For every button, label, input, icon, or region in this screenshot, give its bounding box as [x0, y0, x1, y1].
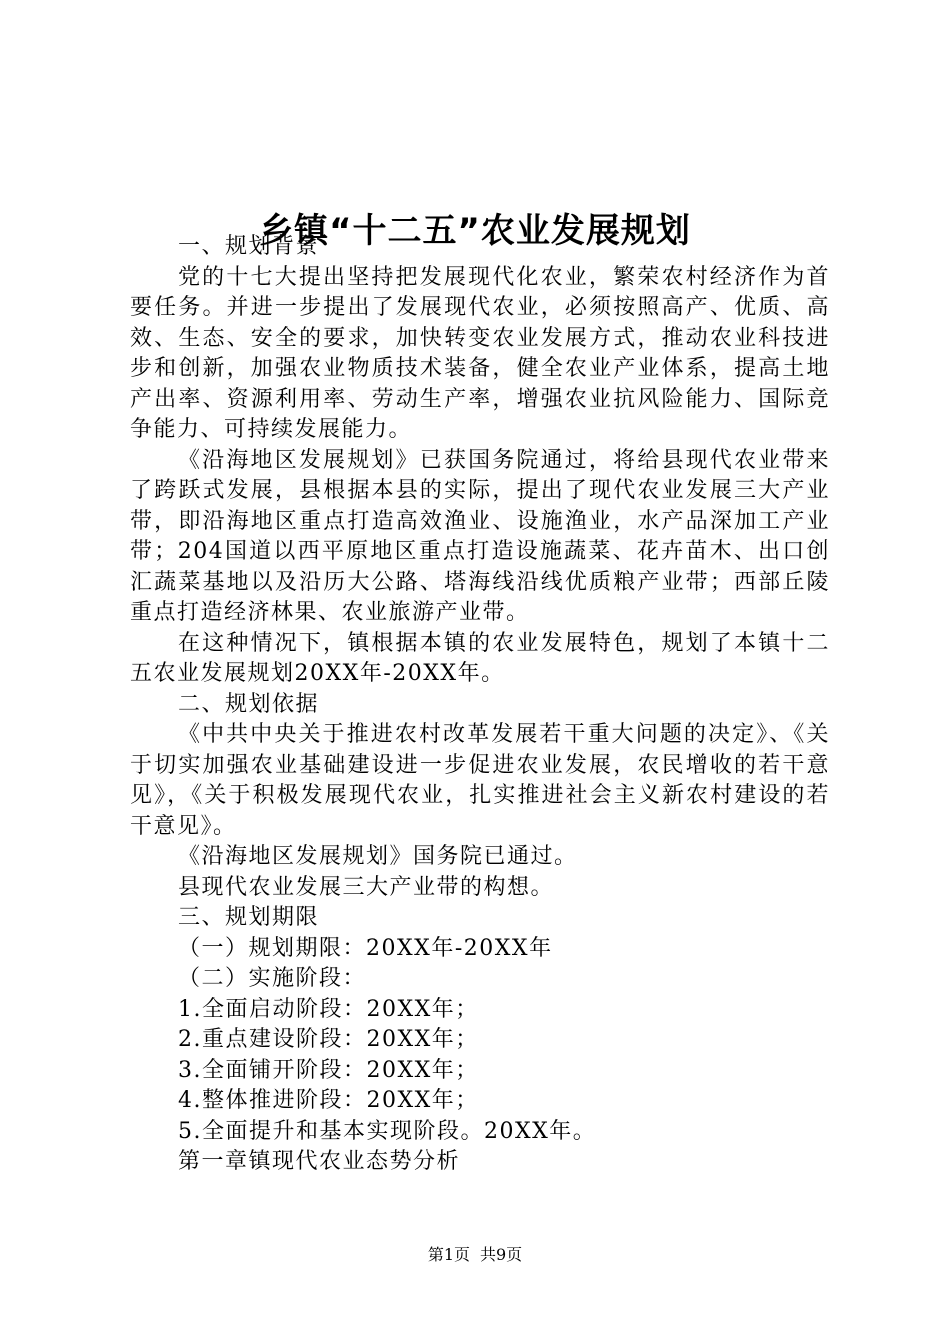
document-body — [130, 232, 830, 1178]
list-item-implementation-stages: （二）实施阶段： — [178, 966, 367, 991]
stage-item-5: 5.全面提升和基本实现阶段。20XX年。 — [178, 1118, 597, 1144]
chapter-heading-1: 第一章镇现代农业态势分析 — [178, 1149, 461, 1174]
paragraph-background: 党的十七大提出坚持把发展现代化农业，繁荣农村经济作为首要任务。并进一步提出了发展现代农业，必须按照高产、优质、高效、生态、安全的要求，加快转变农业发展方式，推动农业科技进步和创新，加强农业物质技术装备，健全农业产业体系，提高土地产出率、资源利用率、劳动生产率，增强农业抗风险能力、国际竞争能力、可持续发展能力。 — [130, 264, 830, 442]
stage-item-4: 4.整体推进阶段：20XX年； — [178, 1088, 479, 1113]
paragraph-industry-belts: 县现代农业发展三大产业带的构想。 — [178, 874, 555, 900]
paragraph-state-council: 《沿海地区发展规划》国务院已通过。 — [178, 844, 578, 869]
list-item-plan-period: （一）规划期限：20XX年-20XX年 — [178, 935, 553, 961]
page-number: 第1页 — [427, 1245, 470, 1264]
stage-item-2: 2.重点建设阶段：20XX年； — [178, 1027, 479, 1052]
section-heading-background: 一、规划背景 — [178, 234, 320, 259]
paragraph-coastal-plan: 《沿海地区发展规划》已获国务院通过，将给县现代农业带来了跨跃式发展，县根据本县的实际，提出了现代农业发展三大产业带，即沿海地区重点打造高效渔业、设施渔业，水产品深加工产业带；204国道以西平原地区重点打造设施蔬菜、花卉苗木、出口创汇蔬菜基地以及沿历大公路、塔海线沿线优质粮产业带；西部丘陵重点打造经济林果、农业旅游产业带。 — [130, 447, 830, 625]
section-heading-basis: 二、规划依据 — [178, 691, 320, 717]
section-heading-period: 三、规划期限 — [178, 905, 320, 930]
paragraph-town-plan: 在这种情况下，镇根据本镇的农业发展特色，规划了本镇十二五农业发展规划20XX年-20XX年。 — [130, 630, 830, 686]
page-total: 共9页 — [480, 1245, 523, 1264]
paragraph-policy-documents: 《中共中央关于推进农村改革发展若干重大问题的决定》、《关于切实加强农业基础建设进一步促进农业发展，农民增收的若干意见》，《关于积极发展现代农业，扎实推进社会主义新农村建设的若干意见》。 — [130, 722, 830, 839]
document-title: 乡镇“十二五”农业发展规划 — [259, 210, 691, 251]
stage-item-1: 1.全面启动阶段：20XX年； — [178, 996, 479, 1022]
page-footer — [0, 1244, 950, 1266]
stage-item-3: 3.全面铺开阶段：20XX年； — [178, 1057, 479, 1083]
